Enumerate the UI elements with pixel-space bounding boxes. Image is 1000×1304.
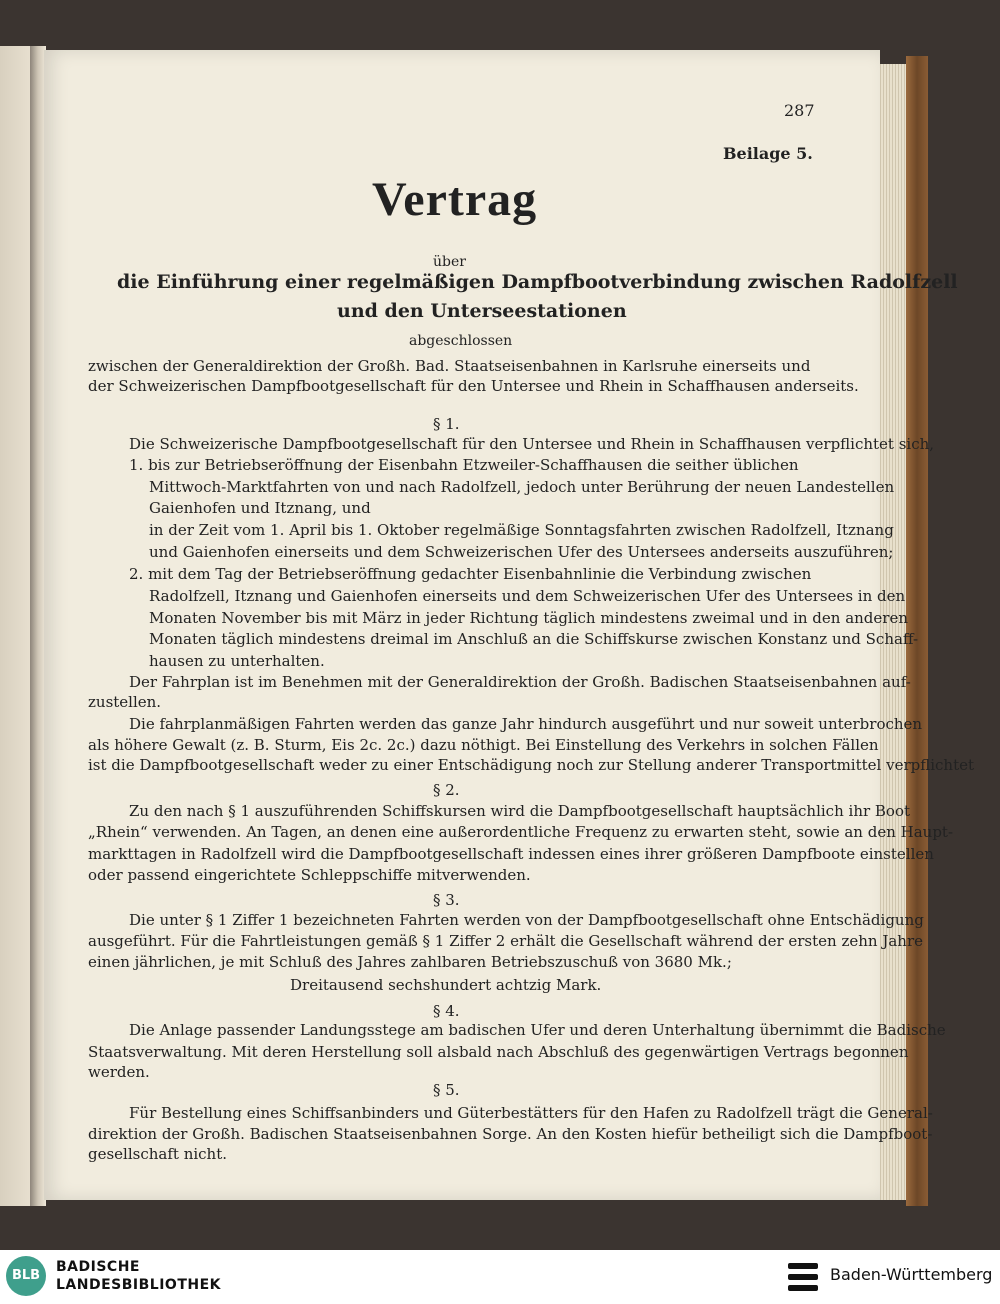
bw-lions-icon [786, 1260, 820, 1294]
body-line: Staatsverwaltung. Mit deren Herstellung soll alsbald nach Abschluß des gegenwärtigen Vertrags begonnen [88, 1043, 909, 1061]
body-line: oder passend eingerichtete Schleppschiffe mitverwenden. [88, 866, 531, 884]
state-name[interactable]: Baden-Württemberg [830, 1265, 993, 1284]
body-line: direktion der Großh. Badischen Staatseisenbahnen Sorge. An den Kosten hiefür betheiligt sich die Dampfboot- [88, 1125, 933, 1143]
footer-banner [0, 1250, 1000, 1304]
document-title: Vertrag [372, 173, 538, 226]
section-heading: § 3. [433, 891, 460, 909]
body-line: werden. [88, 1063, 150, 1081]
subtitle-abgeschlossen: abgeschlossen [409, 333, 513, 349]
subtitle-ueber: über [433, 254, 466, 270]
body-line: Monaten November bis mit März in jeder Richtung täglich mindestens zweimal und in den anderen [149, 609, 908, 627]
body-line: Die fahrplanmäßigen Fahrten werden das ganze Jahr hindurch ausgeführt und nur soweit unterbrochen [129, 715, 923, 733]
body-line: ausgeführt. Für die Fahrtleistungen gemäß § 1 Ziffer 2 erhält die Gesellschaft während der ersten zehn Jahre [88, 932, 923, 950]
body-line: Radolfzell, Itznang und Gaienhofen einerseits und dem Schweizerischen Ufer des Untersees in den [149, 587, 906, 605]
body-line: einen jährlichen, je mit Schluß des Jahres zahlbaren Betriebszuschuß von 3680 Mk.; [88, 953, 732, 971]
section-heading: § 4. [433, 1002, 460, 1020]
body-line: „Rhein“ verwenden. An Tagen, an denen eine außerordentliche Frequenz zu erwarten steht, sowie an den Haupt- [88, 823, 954, 841]
body-line: ist die Dampfbootgesellschaft weder zu einer Entschädigung noch zur Stellung anderer Transportmittel verpflichtet [88, 756, 975, 774]
blb-logo[interactable]: BLB [6, 1256, 46, 1296]
body-line: hausen zu unterhalten. [149, 652, 325, 670]
library-name-line1: BADISCHE [56, 1259, 140, 1275]
body-line: in der Zeit vom 1. April bis 1. Oktober regelmäßige Sonntagsfahrten zwischen Radolfzell, Itznang [149, 521, 894, 539]
body-line: Die Schweizerische Dampfbootgesellschaft für den Untersee und Rhein in Schaffhausen verpflichtet sich, [129, 435, 935, 453]
body-line: und Gaienhofen einerseits und dem Schweizerischen Ufer des Untersees anderseits auszuführen; [149, 543, 894, 561]
body-line: 2. mit dem Tag der Betriebseröffnung gedachter Eisenbahnlinie die Verbindung zwischen [129, 565, 812, 583]
page-number: 287 [784, 101, 815, 120]
body-line: zwischen der Generaldirektion der Großh. Bad. Staatseisenbahnen in Karlsruhe einerseits und [88, 357, 811, 375]
section-heading: § 1. [433, 415, 460, 433]
body-line: Mittwoch-Marktfahrten von und nach Radolfzell, jedoch unter Berührung der neuen Landestellen [149, 478, 895, 496]
heading-line-2: und den Unterseestationen [337, 300, 627, 322]
body-line: Monaten täglich mindestens dreimal im Anschluß an die Schiffskurse zwischen Konstanz und Schaff- [149, 630, 919, 648]
library-name[interactable] [56, 1258, 221, 1294]
amount-in-words: Dreitausend sechshundert achtzig Mark. [290, 976, 602, 994]
section-heading: § 2. [433, 781, 460, 799]
body-line: gesellschaft nicht. [88, 1145, 228, 1163]
body-line: zustellen. [88, 693, 162, 711]
body-line: Für Bestellung eines Schiffsanbinders und Güterbestätters für den Hafen zu Radolfzell trägt die General- [129, 1104, 933, 1122]
body-line: Gaienhofen und Itznang, und [149, 499, 371, 517]
body-line: 1. bis zur Betriebseröffnung der Eisenbahn Etzweiler-Schaffhausen die seither üblichen [129, 456, 799, 474]
body-line: Zu den nach § 1 auszuführenden Schiffskursen wird die Dampfbootgesellschaft hauptsächlich ihr Boot [129, 802, 911, 820]
attachment-label: Beilage 5. [723, 144, 813, 163]
section-heading: § 5. [433, 1081, 460, 1099]
heading-line-1: die Einführung einer regelmäßigen Dampfbootverbindung zwischen Radolfzell [117, 271, 958, 293]
body-line: Die unter § 1 Ziffer 1 bezeichneten Fahrten werden von der Dampfbootgesellschaft ohne Entschädigung [129, 911, 924, 929]
body-line: als höhere Gewalt (z. B. Sturm, Eis 2c. 2c.) dazu nöthigt. Bei Einstellung des Verkehrs in solchen Fällen [88, 736, 879, 754]
body-line: markttagen in Radolfzell wird die Dampfbootgesellschaft indessen eines ihrer größeren Dampfboote einstellen [88, 845, 934, 863]
left-page-edge [0, 46, 30, 1206]
library-name-line2: LANDESBIBLIOTHEK [56, 1277, 222, 1293]
body-line: Die Anlage passender Landungsstege am badischen Ufer und deren Unterhaltung übernimmt die Badische [129, 1021, 946, 1039]
body-line: Der Fahrplan ist im Benehmen mit der Generaldirektion der Großh. Badischen Staatseisenbahnen auf- [129, 673, 911, 691]
body-line: der Schweizerischen Dampfbootgesellschaft für den Untersee und Rhein in Schaffhausen anderseits. [88, 377, 859, 395]
